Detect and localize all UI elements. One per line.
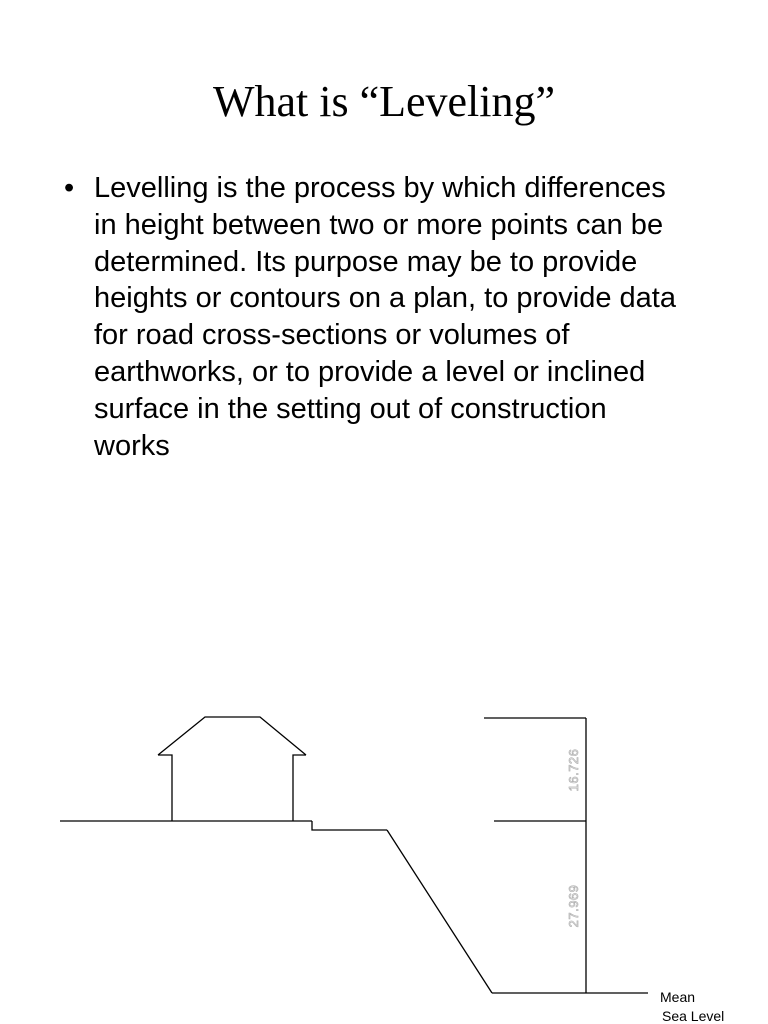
bullet-list <box>64 170 684 464</box>
upper-height-label: 16.726 <box>566 748 581 792</box>
slide-title: What is “Leveling” <box>212 77 556 126</box>
ground-slope <box>387 830 492 993</box>
bullet-text: Levelling is the process by which differences in height between two or more points can be determined. Its purpose may be to provide heights or contours on a plan, to provide data for road cross-sections or volumes of earthworks, or to provide a level or inclined surface in the setting out of construction works <box>94 172 676 462</box>
bullet-item <box>64 170 684 464</box>
bullet-icon: • <box>64 172 75 204</box>
house-right-wall <box>293 755 306 821</box>
ground-step <box>312 821 387 830</box>
lower-height-label: 27.969 <box>566 884 581 928</box>
leveling-diagram <box>0 700 768 1024</box>
house-roof <box>158 717 306 755</box>
house-left-wall <box>158 755 172 821</box>
datum-label-line2: Sea Level <box>662 1008 725 1024</box>
datum-label-line1: Mean <box>660 989 696 1005</box>
